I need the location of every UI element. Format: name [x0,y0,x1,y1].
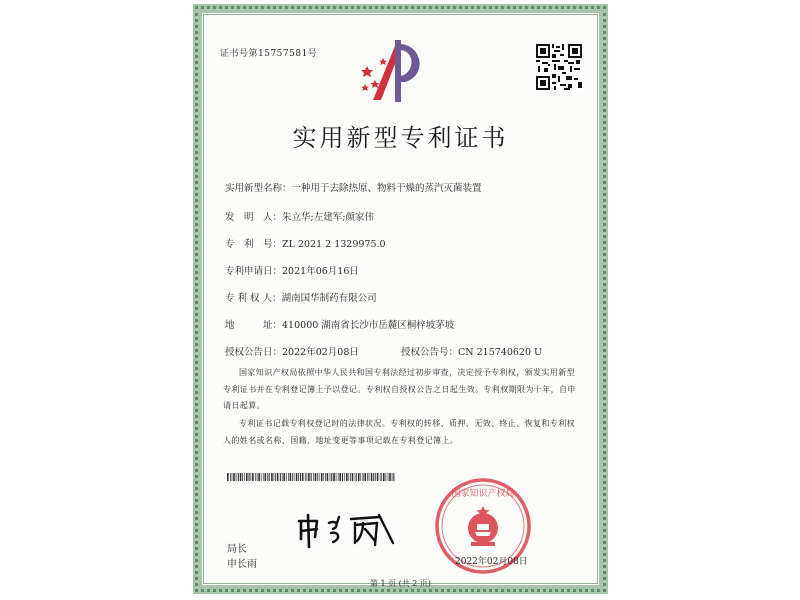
field-value: 湖南国华制药有限公司 [281,293,377,304]
seal-date: 2022年02月08日 [455,557,528,567]
field-application-date [225,263,359,277]
field-patent-number [225,236,386,250]
patent-certificate [193,4,608,594]
field-label: 专利申请日： [225,266,283,277]
legal-status-paragraph: 专利证书记载专利权登记时的法律状况。专利权的转移、质押、无效、终止、恢复和专利权人的姓名或名称、国籍、地址变更等事项记载在专利登记簿上。 [223,419,575,445]
field-value: CN 215740620 U [458,347,543,358]
field-value: 410000 湖南省长沙市岳麓区桐梓坡茅坡 [282,320,455,331]
certificate-title: 实用新型专利证书 [292,124,509,152]
field-label: 地 址： [225,320,283,331]
field-label: 实用新型名称： [225,183,292,194]
field-utility-model-name [225,180,482,194]
field-label: 授权公告日： [225,347,283,358]
page-number: 第 1 页 (共 2 页) [369,579,432,588]
director-title: 局长 [227,544,247,555]
barcode-icon [227,473,395,481]
field-address [225,317,454,331]
field-value: 朱立华;左建军;颜家伟 [282,212,374,223]
qr-code-icon [536,44,582,90]
certificate-number: 证书号第15757581号 [220,49,318,59]
field-label: 授权公告号： [401,347,459,358]
patent-office-emblem-icon [361,36,433,106]
field-inventors [225,209,374,223]
grant-statement-paragraph: 国家知识产权局依照中华人民共和国专利法经过初步审查，决定授予专利权，颁发实用新型专利证书并在专利登记簿上予以登记。专利权自授权公告之日起生效。专利权期限为十年，自申请日起算。 [223,368,576,410]
director-signature-icon [293,509,398,549]
field-value: 2022年02月08日 [282,347,359,358]
field-label: 发 明 人： [225,212,283,223]
seal-text: 国家知识产权局 [451,489,515,499]
field-label: 专 利 权 人： [225,293,282,304]
field-value: 一种用于去除热原、物料干燥的蒸汽灭菌装置 [291,183,482,194]
field-label: 专 利 号： [225,239,283,250]
field-value: ZL 2021 2 1329975.0 [282,239,386,250]
field-value: 2021年06月16日 [282,266,359,277]
field-patentee [225,290,377,304]
field-grant-announcement-date [225,344,359,358]
field-grant-announcement-number [401,344,542,358]
director-name: 申长雨 [227,559,257,570]
